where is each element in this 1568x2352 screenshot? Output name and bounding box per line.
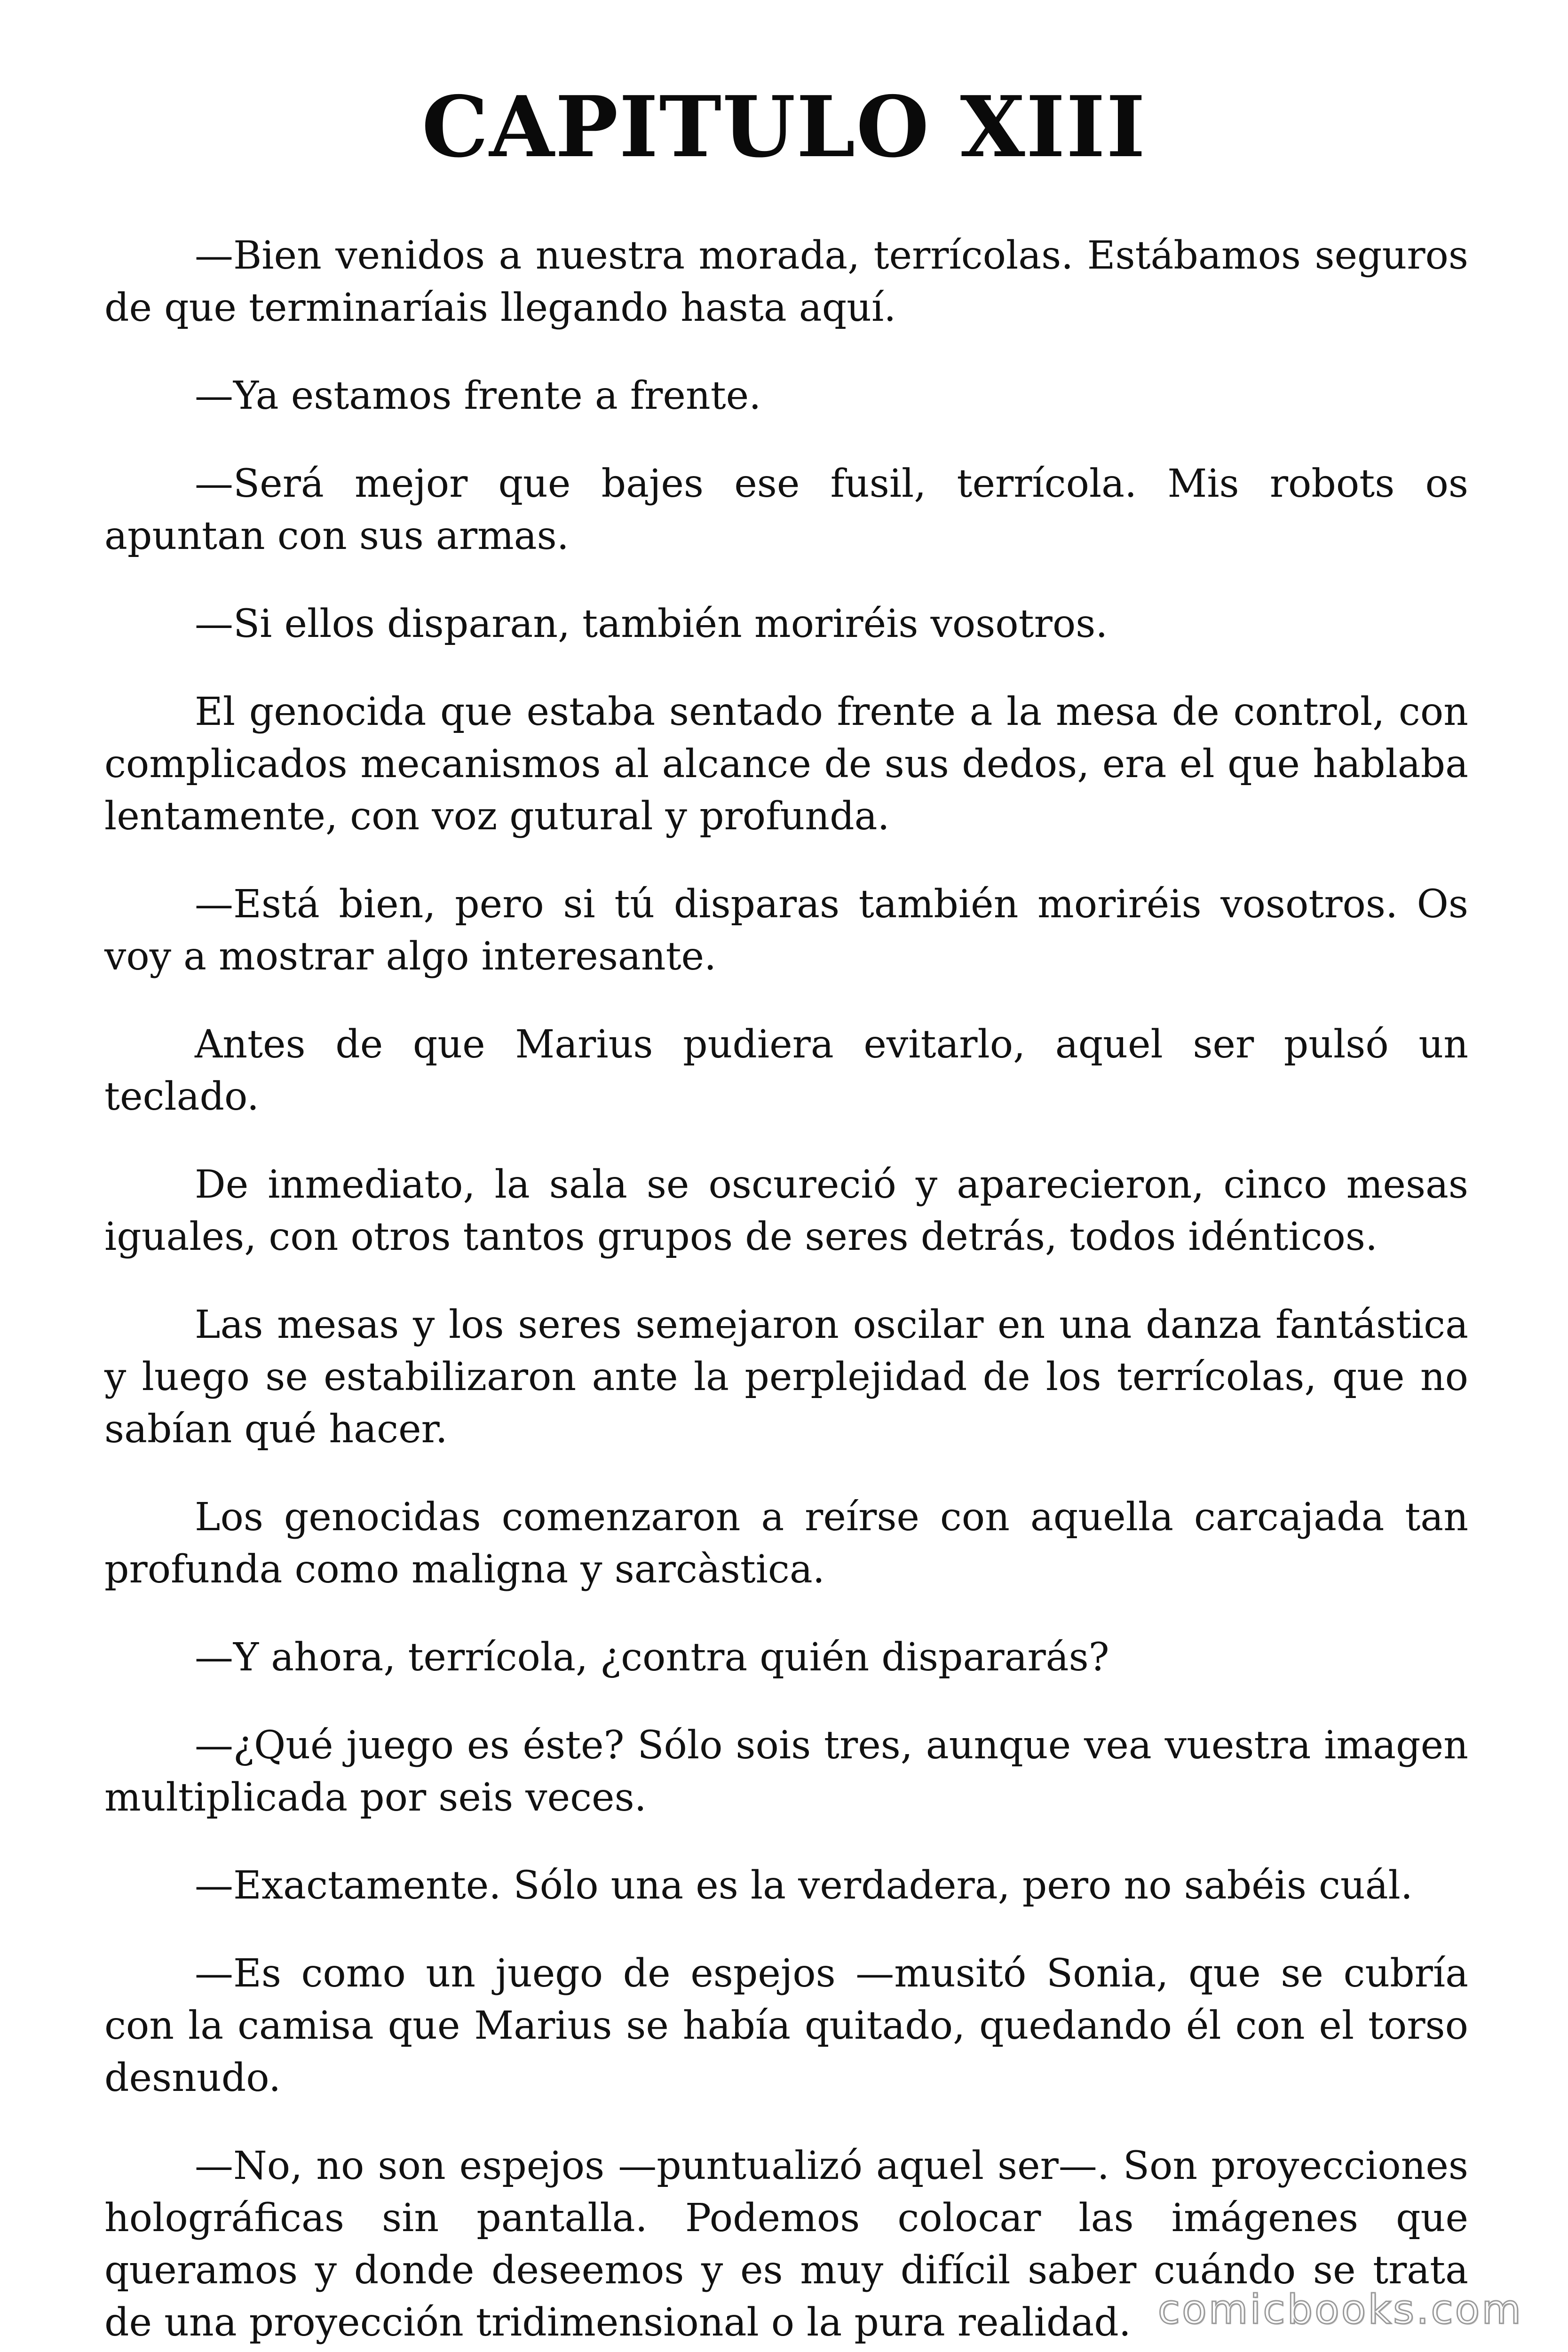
chapter-title: CAPITULO XIII [421,78,1147,176]
paragraph: —Será mejor que bajes ese fusil, terrícola. Mis robots os apuntan con sus armas. [104,461,1468,558]
watermark: comicbooks.com [1157,2286,1523,2333]
paragraph: —Bien venidos a nuestra morada, terrícolas. Estábamos seguros de que terminaríais llegando hasta aquí. [104,233,1468,330]
paragraph: Las mesas y los seres semejaron oscilar en una danza fantástica y luego se estabilizaron ante la perplejidad de los terrícolas, que no sabían qué hacer. [104,1303,1468,1452]
paragraph: —No, no son espejos —puntualizó aquel ser—. Son proyecciones holográficas sin pantalla. Podemos colocar las imágenes que queramos y donde deseemos y es muy difícil saber cuándo se trata de una proyección tridimensional o la pura realidad. [104,2144,1468,2345]
paragraph: —Está bien, pero si tú disparas también moriréis vosotros. Os voy a mostrar algo interesante. [104,882,1468,979]
paragraph: —Ya estamos frente a frente. [195,373,761,418]
paragraph: —Si ellos disparan, también moriréis vosotros. [195,602,1108,646]
paragraph: El genocida que estaba sentado frente a la mesa de control, con complicados mecanismos al alcance de sus dedos, era el que hablaba lentamente, con voz gutural y profunda. [104,690,1468,839]
chapter-body [104,230,1468,2352]
paragraph: —¿Qué juego es éste? Sólo sois tres, aunque vea vuestra imagen multiplicada por seis veces. [104,1723,1468,1820]
paragraph: De inmediato, la sala se oscureció y aparecieron, cinco mesas iguales, con otros tantos grupos de seres detrás, todos idénticos. [104,1162,1468,1259]
paragraph: Antes de que Marius pudiera evitarlo, aquel ser pulsó un teclado. [104,1022,1468,1119]
paragraph: —Es como un juego de espejos —musitó Sonia, que se cubría con la camisa que Marius se había quitado, quedando él con el torso desnudo. [104,1951,1468,2100]
paragraph: —Exactamente. Sólo una es la verdadera, pero no sabéis cuál. [195,1863,1413,1908]
paragraph: —Y ahora, terrícola, ¿contra quién dispararás? [195,1635,1109,1680]
paragraph: Los genocidas comenzaron a reírse con aquella carcajada tan profunda como maligna y sarcàstica. [104,1495,1468,1592]
